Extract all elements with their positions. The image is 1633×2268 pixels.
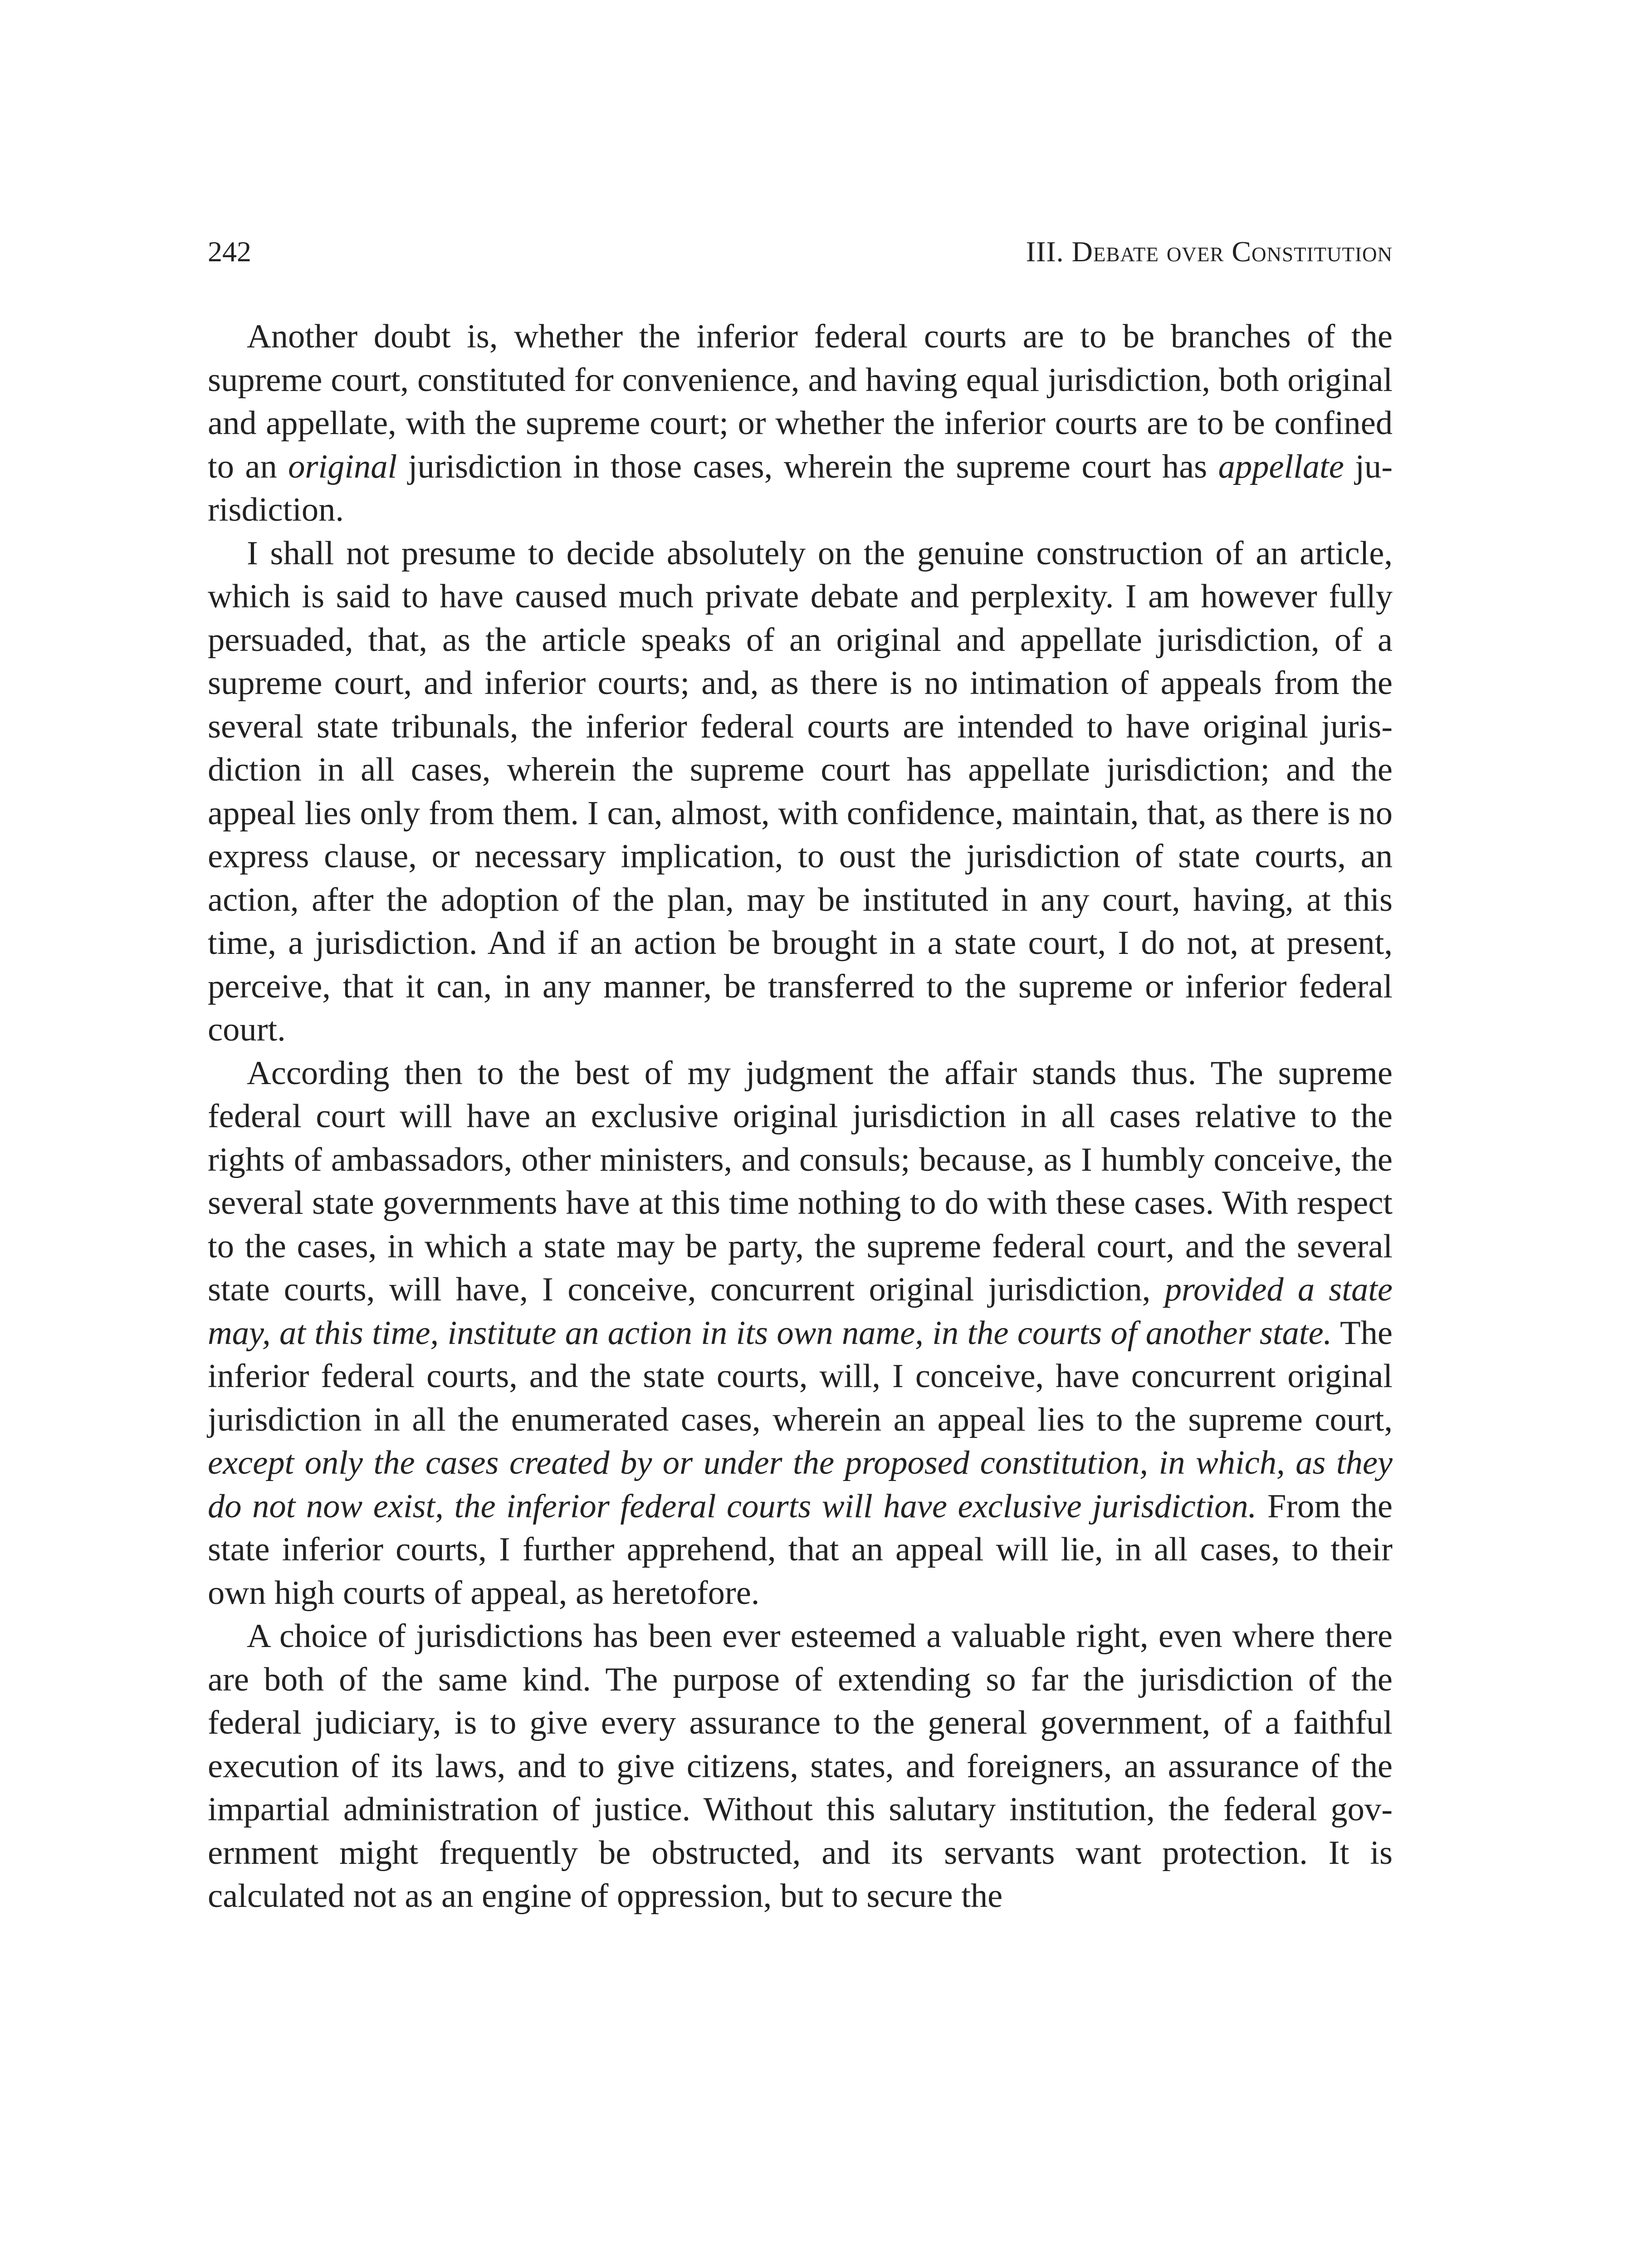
italic-run: provided a state may, at this time, institute an action in its own name, in the courts of another state. xyxy=(208,1271,1393,1352)
page-header xyxy=(208,234,1393,270)
text-run: I shall not presume to decide absolutely on the genuine construction of an article, which is said to have caused much private debate and perplexity. I am however fully persuaded, that, as the article speaks of an original and appellate jurisdiction, of a supreme court, and inferior courts; and, as there is no intimation of appeals from the several state tribunals, the inferior federal courts are intended to have original jurisdiction in all cases, wherein the supreme court has appellate jurisdiction; and the appeal lies only from them. I can, almost, with confidence, maintain, that, as there is no express clause, or necessary implication, to oust the jurisdiction of state courts, an action, after the adoption of the plan, may be instituted in any court, having, at this time, a jurisdiction. And if an action be brought in a state court, I do not, at present, perceive, that it can, in any manner, be transferred to the supreme or inferior federal court. xyxy=(208,534,1393,1048)
paragraph xyxy=(208,532,1393,1052)
italic-run: appellate xyxy=(1218,448,1344,485)
paragraph xyxy=(208,315,1393,532)
page-number: 242 xyxy=(208,235,251,268)
text-run: Another doubt is, whether the inferior federal courts are to be branches of the supreme court, constituted for convenience, and having equal jurisdiction, both original and appellate, with the supreme court; or whether the inferior courts are to be confined to an xyxy=(208,318,1393,485)
text-run: From the state inferior courts, I further apprehend, that an appeal will lie, in all cases, to their own high courts of appeal, as heretofore. xyxy=(208,1487,1393,1612)
body-text xyxy=(208,315,1393,1918)
paragraph xyxy=(208,1052,1393,1615)
running-head: III. Debate over Constitution xyxy=(1026,235,1393,268)
italic-run: except only the cases created by or under the proposed constitution, in which, as they do not now exist, the inferior federal courts will have exclusive jurisdiction. xyxy=(208,1444,1393,1525)
italic-run: original xyxy=(288,448,397,485)
text-run: jurisdiction. xyxy=(208,448,1393,528)
text-run: The inferior federal courts, and the state courts, will, I conceive, have concurrent original jurisdiction in all the enumerated cases, wherein an appeal lies to the supreme court, xyxy=(208,1314,1393,1438)
text-run: jurisdiction in those cases, wherein the supreme court has xyxy=(397,448,1218,485)
text-run: According then to the best of my judgment the affair stands thus. The supreme federal court will have an exclusive original jurisdiction in all cases relative to the rights of ambassadors, other ministers, and consuls; because, as I humbly conceive, the several state governments have at this time nothing to do with these cases. With respect to the cases, in which a state may be party, the supreme federal court, and the several state courts, will have, I conceive, concurrent original jurisdiction, xyxy=(208,1054,1393,1308)
paragraph xyxy=(208,1615,1393,1918)
text-run: A choice of jurisdictions has been ever esteemed a valuable right, even where there are both of the same kind. The purpose of extending so far the jurisdiction of the federal judiciary, is to give every assurance to the general government, of a faithful execution of its laws, and to give citizens, states, and foreigners, an assurance of the impartial administration of justice. Without this salutary institution, the federal government might frequently be obstructed, and its servants want protection. It is calculated not as an engine of oppression, but to secure the xyxy=(208,1618,1393,1915)
